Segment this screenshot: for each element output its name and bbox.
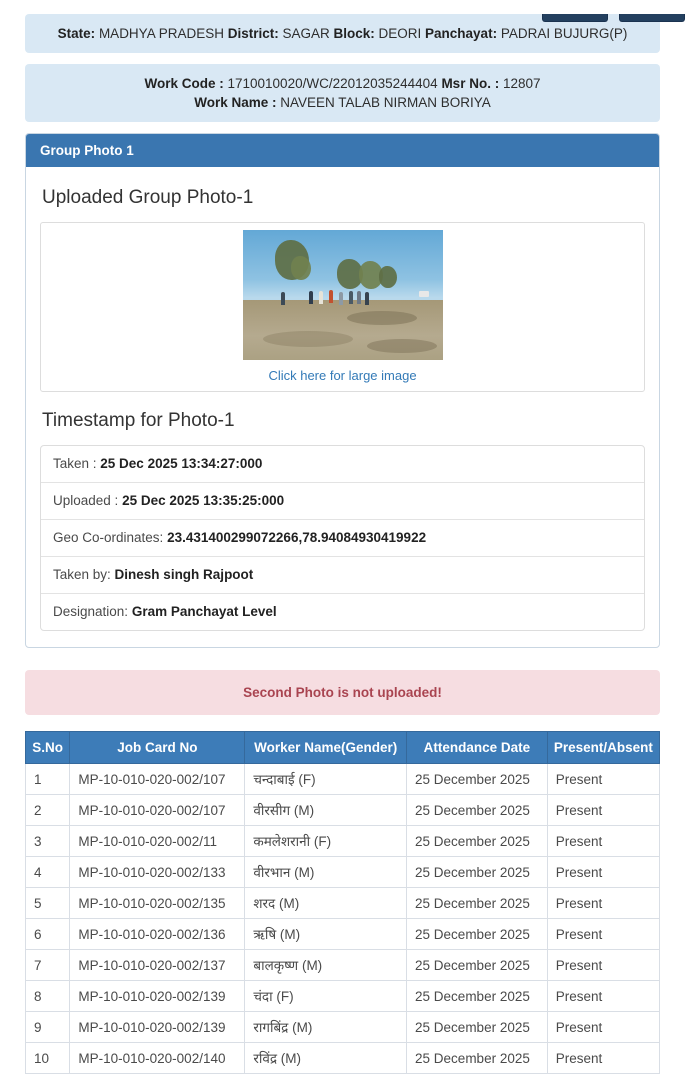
worker-name-cell: रविंद्र (M) xyxy=(245,1043,407,1074)
sno-cell: 7 xyxy=(26,950,70,981)
present-absent-cell: Present xyxy=(547,950,659,981)
sno-cell: 9 xyxy=(26,1012,70,1043)
sno-cell: 8 xyxy=(26,981,70,1012)
sno-cell: 3 xyxy=(26,826,70,857)
sno-cell: 5 xyxy=(26,888,70,919)
table-row xyxy=(26,888,660,919)
job-card-cell: MP-10-010-020-002/107 xyxy=(70,795,245,826)
worker-figure xyxy=(281,292,285,305)
table-row xyxy=(26,857,660,888)
attendance-date-cell: 25 December 2025 xyxy=(407,1012,548,1043)
timestamp-heading: Timestamp for Photo-1 xyxy=(42,410,235,431)
second-photo-alert: Second Photo is not uploaded! xyxy=(25,670,660,715)
work-name-value: NAVEEN TALAB NIRMAN BORIYA xyxy=(280,95,491,110)
attendance-date-cell: 25 December 2025 xyxy=(407,919,548,950)
job-card-cell: MP-10-010-020-002/135 xyxy=(70,888,245,919)
worker-name-cell: कमलेशरानी (F) xyxy=(245,826,407,857)
table-row xyxy=(26,826,660,857)
timestamp-detail-row xyxy=(41,593,644,630)
district-value: SAGAR xyxy=(282,26,330,41)
timestamp-detail-row xyxy=(41,519,644,556)
present-absent-cell: Present xyxy=(547,826,659,857)
top-left-button[interactable] xyxy=(542,14,608,22)
detail-value: 23.431400299072266,78.94084930419922 xyxy=(167,530,427,545)
worker-name-cell: चन्दाबाई (F) xyxy=(245,764,407,795)
column-header: Present/Absent xyxy=(547,732,659,764)
large-image-link[interactable]: Click here for large image xyxy=(268,368,417,383)
job-card-cell: MP-10-010-020-002/140 xyxy=(70,1043,245,1074)
column-header: Attendance Date xyxy=(407,732,548,764)
work-code-label: Work Code : xyxy=(144,76,228,91)
present-absent-cell: Present xyxy=(547,764,659,795)
attendance-date-cell: 25 December 2025 xyxy=(407,1043,548,1074)
panel-body xyxy=(26,167,659,647)
detail-label: Designation: xyxy=(53,604,132,619)
job-card-cell: MP-10-010-020-002/11 xyxy=(70,826,245,857)
attendance-date-cell: 25 December 2025 xyxy=(407,826,548,857)
district-label: District: xyxy=(223,26,283,41)
detail-label: Taken : xyxy=(53,456,101,471)
attendance-date-cell: 25 December 2025 xyxy=(407,764,548,795)
present-absent-cell: Present xyxy=(547,888,659,919)
group-photo-thumbnail[interactable] xyxy=(243,230,443,360)
panchayat-label: Panchayat: xyxy=(421,26,501,41)
top-button-group xyxy=(542,14,685,22)
panchayat-value: PADRAI BUJURG(P) xyxy=(500,26,628,41)
job-card-cell: MP-10-010-020-002/137 xyxy=(70,950,245,981)
job-card-cell: MP-10-010-020-002/107 xyxy=(70,764,245,795)
sno-cell: 4 xyxy=(26,857,70,888)
timestamp-detail-list xyxy=(40,445,645,631)
attendance-date-cell: 25 December 2025 xyxy=(407,857,548,888)
panel-title: Group Photo 1 xyxy=(26,134,659,167)
detail-label: Uploaded : xyxy=(53,493,123,508)
work-code-line xyxy=(33,74,652,93)
table-row xyxy=(26,764,660,795)
sno-cell: 10 xyxy=(26,1043,70,1074)
attendance-date-cell: 25 December 2025 xyxy=(407,795,548,826)
column-header: Job Card No xyxy=(70,732,245,764)
work-code-value: 1710010020/WC/22012035244404 xyxy=(227,76,438,91)
table-row xyxy=(26,919,660,950)
present-absent-cell: Present xyxy=(547,919,659,950)
attendance-date-cell: 25 December 2025 xyxy=(407,981,548,1012)
table-row xyxy=(26,1043,660,1074)
state-label: State: xyxy=(57,26,99,41)
table-body xyxy=(26,764,660,1074)
group-photo-panel xyxy=(25,133,660,648)
attendance-date-cell: 25 December 2025 xyxy=(407,888,548,919)
column-header: Worker Name(Gender) xyxy=(245,732,407,764)
table-header-row xyxy=(26,732,660,764)
attendance-date-cell: 25 December 2025 xyxy=(407,950,548,981)
top-right-button[interactable] xyxy=(619,14,685,22)
msr-no-label: Msr No. : xyxy=(437,76,503,91)
msr-no-value: 12807 xyxy=(502,76,541,91)
detail-label: Geo Co-ordinates: xyxy=(53,530,168,545)
present-absent-cell: Present xyxy=(547,981,659,1012)
table-row xyxy=(26,981,660,1012)
block-label: Block: xyxy=(329,26,379,41)
timestamp-detail-row xyxy=(41,556,644,593)
state-value: MADHYA PRADESH xyxy=(98,26,224,41)
detail-value: 25 Dec 2025 13:34:27:000 xyxy=(100,456,263,471)
vehicle-figure xyxy=(419,291,429,297)
uploaded-photo-heading: Uploaded Group Photo-1 xyxy=(42,187,254,208)
detail-label: Taken by: xyxy=(53,567,115,582)
table-row xyxy=(26,795,660,826)
job-card-cell: MP-10-010-020-002/139 xyxy=(70,981,245,1012)
present-absent-cell: Present xyxy=(547,1043,659,1074)
worker-name-cell: ऋषि (M) xyxy=(245,919,407,950)
table-row xyxy=(26,1012,660,1043)
work-name-line xyxy=(33,93,652,112)
worker-name-cell: वीरभान (M) xyxy=(245,857,407,888)
worker-name-cell: शरद (M) xyxy=(245,888,407,919)
sno-cell: 2 xyxy=(26,795,70,826)
job-card-cell: MP-10-010-020-002/139 xyxy=(70,1012,245,1043)
attendance-table xyxy=(25,731,660,1074)
present-absent-cell: Present xyxy=(547,1012,659,1043)
present-absent-cell: Present xyxy=(547,795,659,826)
work-info-bar xyxy=(25,64,660,122)
detail-value: Gram Panchayat Level xyxy=(131,604,277,619)
job-card-cell: MP-10-010-020-002/136 xyxy=(70,919,245,950)
worker-name-cell: चंदा (F) xyxy=(245,981,407,1012)
column-header: S.No xyxy=(26,732,70,764)
work-name-label: Work Name : xyxy=(194,95,281,110)
table-row xyxy=(26,950,660,981)
detail-value: 25 Dec 2025 13:35:25:000 xyxy=(122,493,285,508)
present-absent-cell: Present xyxy=(547,857,659,888)
sno-cell: 1 xyxy=(26,764,70,795)
worker-name-cell: बालकृष्ण (M) xyxy=(245,950,407,981)
photo-frame xyxy=(40,222,645,392)
worker-name-cell: वीरसीग (M) xyxy=(245,795,407,826)
sno-cell: 6 xyxy=(26,919,70,950)
block-value: DEORI xyxy=(378,26,422,41)
detail-value: Dinesh singh Rajpoot xyxy=(114,567,254,582)
timestamp-detail-row xyxy=(41,482,644,519)
timestamp-detail-row xyxy=(41,446,644,482)
worker-name-cell: रागबिंद्र (M) xyxy=(245,1012,407,1043)
job-card-cell: MP-10-010-020-002/133 xyxy=(70,857,245,888)
